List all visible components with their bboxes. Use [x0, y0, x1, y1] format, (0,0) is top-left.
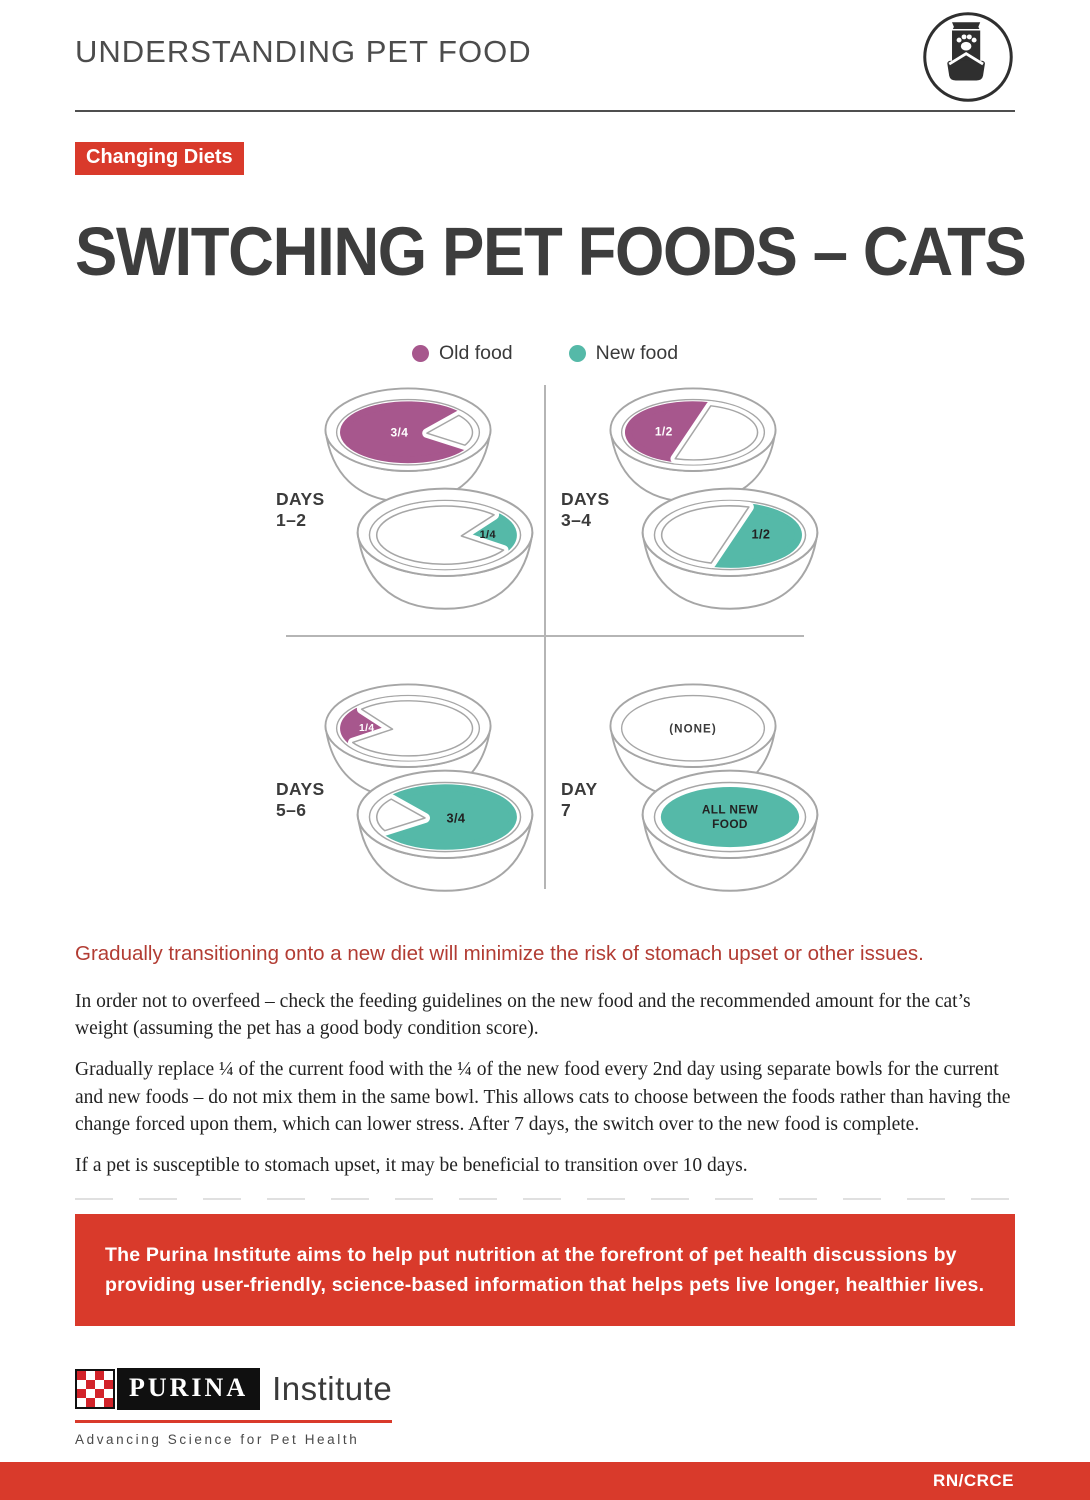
new-food-dot-icon: [569, 345, 586, 362]
paragraph-3: If a pet is susceptible to stomach upset, it may be beneficial to transition over 10 days.: [75, 1155, 748, 1177]
day-label: DAY 7: [561, 779, 598, 820]
day-label: DAYS 3–4: [561, 489, 610, 530]
header-divider: [75, 110, 1015, 112]
body-text: [75, 988, 1015, 1180]
fraction-label: 1/4: [359, 722, 375, 734]
page-header: [75, 0, 1015, 110]
paragraph-2: Gradually replace ¼ of the current food with the ¼ of the new food every 2nd day using separate bowls for the current and new foods – do not mix them in the same bowl. This allows cats to choose between the foods rather than having the change forced upon them, which can lower stress. After 7 days, the switch over to the new food is complete.: [75, 1059, 1011, 1136]
page-title: SWITCHING PET FOODS – CATS: [75, 213, 1026, 290]
mission-banner: [75, 1214, 1015, 1326]
logo-tagline: Advancing Science for Pet Health: [75, 1431, 360, 1447]
fraction-label: 1/4: [479, 528, 496, 541]
institute-wordmark: Institute: [272, 1370, 393, 1408]
bowl-all-new-food: [639, 767, 821, 904]
section-badge: Changing Diets: [75, 142, 244, 175]
footer-bar: [0, 1462, 1090, 1500]
logo-underline: [75, 1420, 392, 1423]
footer-code: RN/CRCE: [933, 1471, 1014, 1490]
old-food-dot-icon: [412, 345, 429, 362]
day-label: DAYS 1–2: [276, 489, 325, 530]
paragraph-1: In order not to overfeed – check the feeding guidelines on the new food and the recommended amount for the cat’s weight (assuming the pet has a good body condition score).: [75, 990, 971, 1040]
legend-old-label: Old food: [438, 342, 513, 364]
legend-new-label: New food: [595, 342, 679, 364]
bowl-new-food: [354, 767, 536, 904]
fraction-label: (NONE): [669, 722, 717, 736]
fraction-label: 1/2: [751, 526, 771, 542]
fraction-label: 3/4: [390, 425, 409, 440]
pet-food-bag-and-bowl-icon: [921, 10, 1015, 109]
bowl-new-food: [639, 485, 821, 622]
bowl-new-food: [354, 485, 536, 622]
quadrant-days-5-6: [260, 639, 545, 897]
quadrant-days-3-4: [545, 377, 830, 635]
quadrant-days-1-2: [260, 377, 545, 635]
legend: [75, 342, 1015, 365]
fraction-label: 1/2: [654, 424, 673, 439]
header-title: UNDERSTANDING PET FOOD: [75, 34, 532, 69]
mission-banner-text: The Purina Institute aims to help put nutrition at the forefront of pet health discussions by providing user-friendly, science-based information that helps pets live longer, healthier lives.: [105, 1243, 985, 1296]
transition-diagram: [260, 377, 830, 897]
day-label: DAYS 5–6: [276, 779, 325, 820]
purina-checkerboard-icon: [75, 1369, 115, 1409]
dashed-divider: [75, 1198, 1015, 1200]
legend-new-food: [569, 342, 678, 365]
fraction-label: 3/4: [446, 810, 466, 826]
purina-institute-logo: [75, 1368, 392, 1447]
purina-wordmark: PURINA: [117, 1368, 260, 1410]
callout-text: Gradually transitioning onto a new diet will minimize the risk of stomach upset or other issues.: [75, 942, 924, 965]
quadrant-day-7: [545, 639, 830, 897]
legend-old-food: [412, 342, 513, 365]
fraction-label-line1: ALL NEW: [701, 802, 759, 817]
fraction-label-line2: FOOD: [712, 816, 748, 831]
diagram-divider-horizontal: [286, 635, 804, 637]
